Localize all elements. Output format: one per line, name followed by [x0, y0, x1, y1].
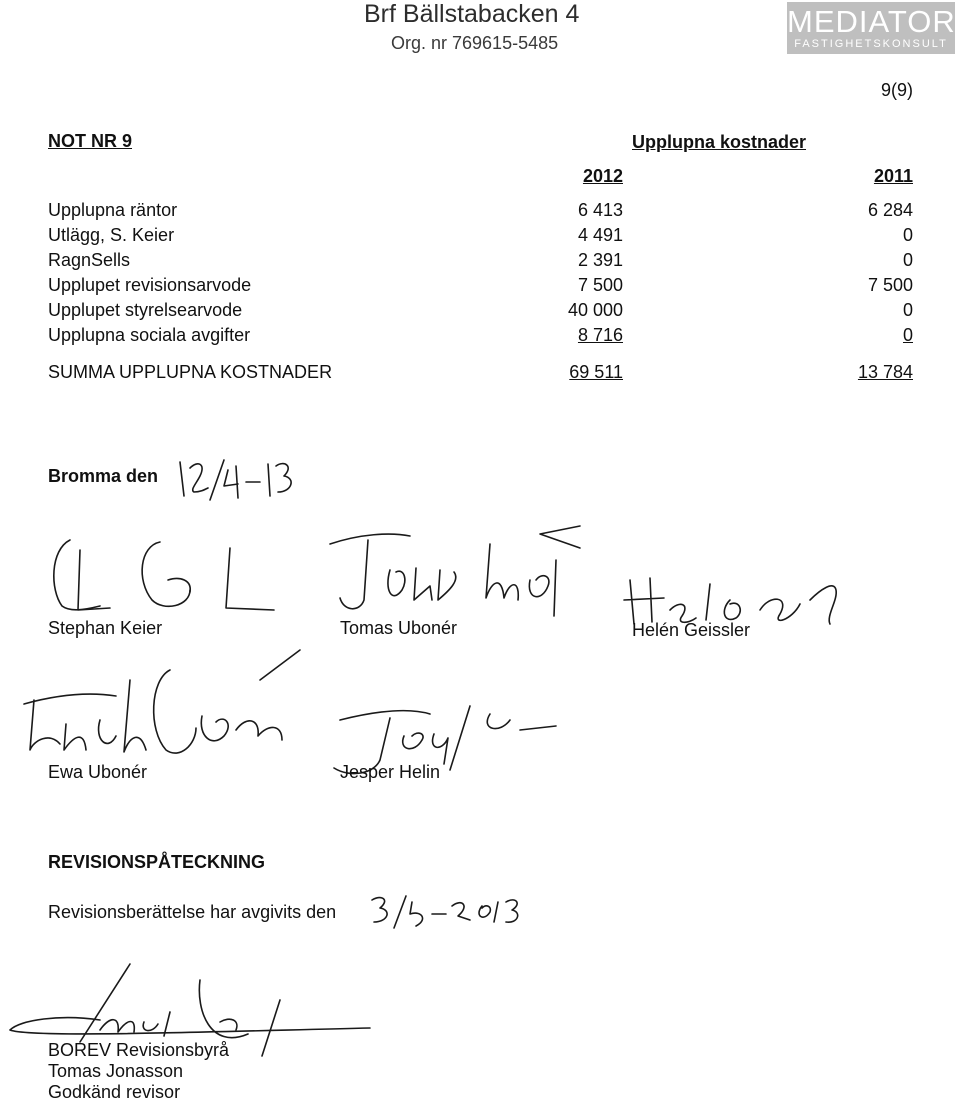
year-previous-header: 2011: [873, 166, 913, 186]
row-label: Upplupna räntor: [48, 200, 178, 220]
logo-subtext: FASTIGHETSKONSULT: [794, 38, 948, 50]
row-value-2011: 0: [902, 325, 913, 345]
signature-stephan-keier: [40, 520, 300, 620]
note-label: NOT NR 9: [48, 131, 133, 151]
signature-tomas-uboner: [320, 520, 620, 620]
audit-handwritten-date: [366, 892, 526, 932]
mediator-logo: [787, 2, 955, 54]
table-row: [48, 250, 913, 274]
signature-ewa-uboner: [20, 640, 320, 770]
year-current-header: 2012: [582, 166, 623, 186]
row-value-2012: 4 491: [577, 225, 623, 245]
logo-text: MEDIATOR: [787, 4, 956, 39]
row-value-2012: 8 716: [577, 325, 623, 345]
row-value-2012: 7 500: [577, 275, 623, 295]
table-row: [48, 325, 913, 349]
row-label: Utlägg, S. Keier: [48, 225, 175, 245]
page-number: 9(9): [880, 80, 913, 100]
row-value-2012: 2 391: [577, 250, 623, 270]
total-label: SUMMA UPPLUPNA KOSTNADER: [48, 362, 333, 382]
row-label: RagnSells: [48, 250, 131, 270]
row-value-2011: 6 284: [867, 200, 913, 220]
audit-title: REVISIONSPÅTECKNING: [48, 852, 266, 872]
auditor-name: Tomas Jonasson: [48, 1061, 184, 1081]
row-value-2011: 7 500: [867, 275, 913, 295]
total-value-2011: 13 784: [857, 362, 913, 382]
signatory-name: Tomas Ubonér: [340, 618, 458, 638]
row-label: Upplupet styrelsearvode: [48, 300, 243, 320]
table-row: [48, 225, 913, 249]
audit-text: Revisionsberättelse har avgivits den: [48, 902, 337, 922]
row-value-2012: 6 413: [577, 200, 623, 220]
total-row: [48, 362, 913, 386]
table-row: [48, 300, 913, 324]
row-value-2011: 0: [902, 300, 913, 320]
row-value-2011: 0: [902, 250, 913, 270]
table-row: [48, 275, 913, 299]
handwritten-date: [172, 456, 302, 504]
auditor-role: Godkänd revisor: [48, 1082, 181, 1102]
signatory-name: Jesper Helin: [340, 762, 441, 782]
signing-place-label: Bromma den: [48, 466, 159, 486]
signatory-name: Ewa Ubonér: [48, 762, 148, 782]
table-row: [48, 200, 913, 224]
audit-firm: BOREV Revisionsbyrå: [48, 1040, 230, 1060]
signatory-name: Helén Geissler: [632, 620, 751, 640]
row-label: Upplupna sociala avgifter: [48, 325, 251, 345]
note-heading: Upplupna kostnader: [632, 132, 807, 152]
row-value-2012: 40 000: [567, 300, 623, 320]
total-value-2012: 69 511: [569, 362, 623, 382]
signatory-name: Stephan Keier: [48, 618, 163, 638]
org-number: Org. nr 769615-5485: [391, 33, 559, 53]
company-name: Brf Bällstabacken 4: [364, 0, 580, 28]
row-label: Upplupet revisionsarvode: [48, 275, 252, 295]
row-value-2011: 0: [902, 225, 913, 245]
